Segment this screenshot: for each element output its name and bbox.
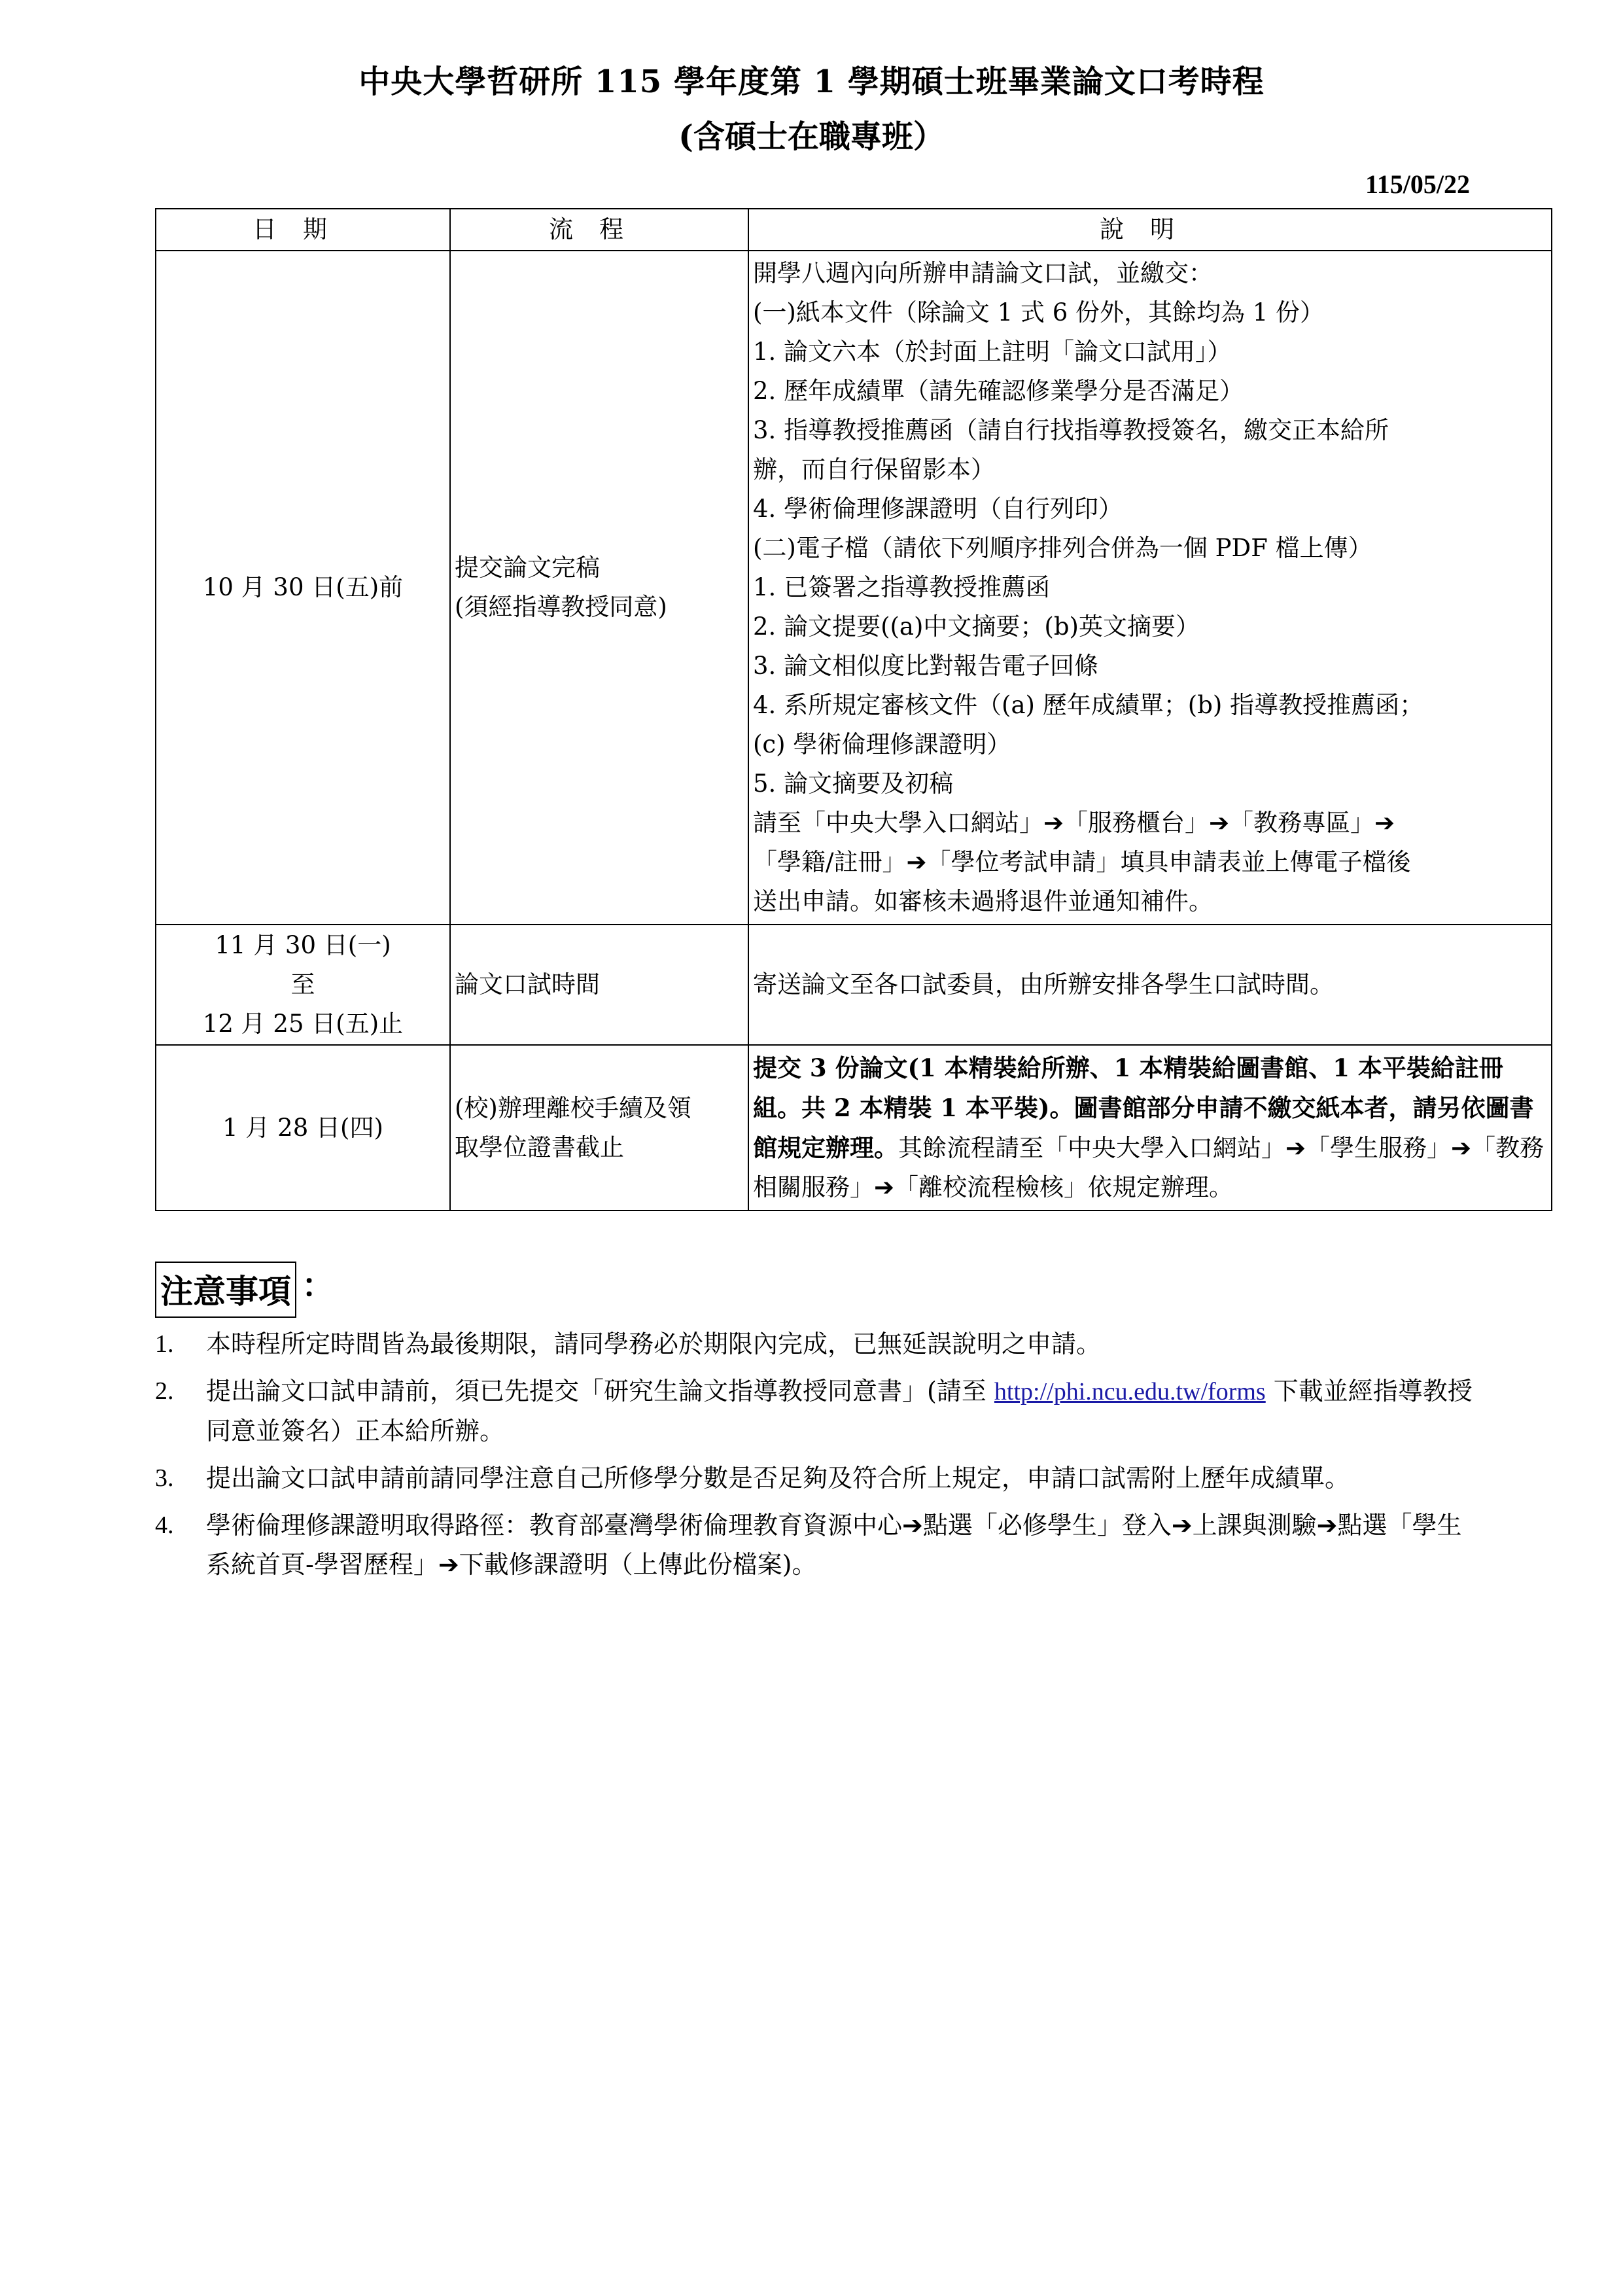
item-text: 本時程所定時間皆為最後期限，請同學務必於期限內完成，已無延誤說明之申請。 [206, 1330, 1102, 1358]
table-header-row [156, 209, 1552, 251]
desc-line: 2. 歷年成績單（請先確認修業學分是否滿足） [753, 377, 1244, 405]
desc-line: 3. 論文相似度比對報告電子回條 [753, 652, 1099, 680]
flow-line: 提交論文完稿 [455, 554, 600, 582]
notice-heading [155, 1262, 334, 1318]
date-line: 12 月 25 日(五)止 [202, 1010, 404, 1038]
desc-bold-text: 提交 3 份論文(1 本精裝給所辦、1 本精裝給圖書館、1 本平裝給註冊組。共 2 本精裝 1 本平裝)。圖書館部分申請不繳交紙本者，請另依圖書館規定辦理。 [753, 1053, 1534, 1162]
flow-line: 取學位證書截止 [455, 1133, 624, 1161]
list-item [155, 1324, 1476, 1364]
desc-line: 4. 系所規定審核文件（(a) 歷年成績單；(b) 指導教授推薦函； [753, 691, 1424, 719]
date-line: 10 月 30 日(五)前 [202, 573, 404, 601]
desc-line: 寄送論文至各口試委員，由所辦安排各學生口試時間。 [753, 970, 1334, 998]
flow-line: 論文口試時間 [455, 970, 600, 998]
item-text-before: 提出論文口試申請前，須已先提交「研究生論文指導教授同意書」(請至 [206, 1377, 994, 1405]
list-item [155, 1371, 1476, 1451]
page-subtitle: (含碩士在職專班） [678, 118, 945, 155]
table-row [156, 251, 1552, 925]
date-line: 1 月 28 日(四) [222, 1113, 383, 1142]
document-date: 115/05/22 [1365, 169, 1470, 199]
desc-line: 請至「中央大學入口網站」➔「服務櫃台」➔「教務專區」➔ [753, 809, 1395, 837]
row-description [748, 925, 1552, 1045]
desc-line: 5. 論文摘要及初稿 [753, 769, 954, 798]
desc-text: 其餘流程請至「中央大學入口網站」➔「學生服務」➔「教務相關服務」➔「離校流程檢核」依規定辦理。 [753, 1134, 1544, 1201]
desc-line: (一)紙本文件（除論文 1 式 6 份外，其餘均為 1 份） [753, 298, 1325, 327]
header-description: 說明 [748, 209, 1552, 251]
page-title: 中央大學哲研所 115 學年度第 1 學期碩士班畢業論文口考時程 [358, 63, 1265, 100]
item-text: 提出論文口試申請前請同學注意自己所修學分數是否足夠及符合所上規定，申請口試需附上歷年成績單。 [206, 1464, 1350, 1492]
item-number: 3. [155, 1464, 174, 1492]
row-date [156, 251, 450, 925]
date-line: 11 月 30 日(一) [215, 931, 391, 959]
row-flow [450, 251, 748, 925]
header-flow: 流程 [450, 209, 748, 251]
row-flow [450, 1045, 748, 1210]
desc-line: (二)電子檔（請依下列順序排列合併為一個 PDF 檔上傳） [753, 534, 1372, 562]
flow-line: (校)辦理離校手續及領 [455, 1093, 691, 1122]
desc-line: 1. 論文六本（於封面上註明「論文口試用」） [753, 338, 1232, 366]
row-date [156, 1045, 450, 1210]
desc-line: 4. 學術倫理修課證明（自行列印） [753, 495, 1123, 523]
desc-line: 「學籍/註冊」➔「學位考試申請」填具申請表並上傳電子檔後 [753, 848, 1411, 876]
desc-line: 辦，而自行保留影本） [753, 455, 995, 484]
desc-line: 2. 論文提要((a)中文摘要；(b)英文摘要） [753, 612, 1200, 641]
header-date: 日期 [156, 209, 450, 251]
item-text [206, 1371, 1476, 1451]
row-description [748, 251, 1552, 925]
item-text: 學術倫理修課證明取得路徑：教育部臺灣學術倫理教育資源中心➔點選「必修學生」登入➔上課與測驗➔點選「學生系統首頁-學習歷程」➔下載修課證明（上傳此份檔案)。 [206, 1511, 1462, 1579]
list-item [155, 1506, 1476, 1584]
row-date [156, 925, 450, 1045]
desc-line: 送出申請。如審核未過將退件並通知補件。 [753, 887, 1213, 915]
table-row [156, 1045, 1552, 1210]
item-number: 2. [155, 1377, 174, 1405]
notice-colon: ： [302, 1266, 334, 1305]
table-row [156, 925, 1552, 1045]
row-description [748, 1045, 1552, 1210]
notice-title: 注意事項 [155, 1262, 296, 1318]
desc-line: 開學八週內向所辦申請論文口試，並繳交： [753, 259, 1213, 287]
date-line: 至 [290, 970, 315, 998]
forms-link[interactable]: http://phi.ncu.edu.tw/forms [994, 1378, 1266, 1405]
desc-line: 3. 指導教授推薦函（請自行找指導教授簽名，繳交正本給所 [753, 416, 1389, 444]
schedule-table [155, 208, 1552, 1211]
item-number: 4. [155, 1511, 174, 1539]
desc-line: 1. 已簽署之指導教授推薦函 [753, 573, 1051, 601]
list-item [155, 1458, 1476, 1498]
row-flow [450, 925, 748, 1045]
item-number: 1. [155, 1330, 174, 1358]
desc-line: (c) 學術倫理修課證明） [753, 730, 1011, 758]
flow-line: (須經指導教授同意) [455, 593, 667, 621]
item-text-after: 下載並經指導教授同意並簽名）正本給所辦。 [206, 1377, 1473, 1445]
notice-list [155, 1324, 1476, 1592]
